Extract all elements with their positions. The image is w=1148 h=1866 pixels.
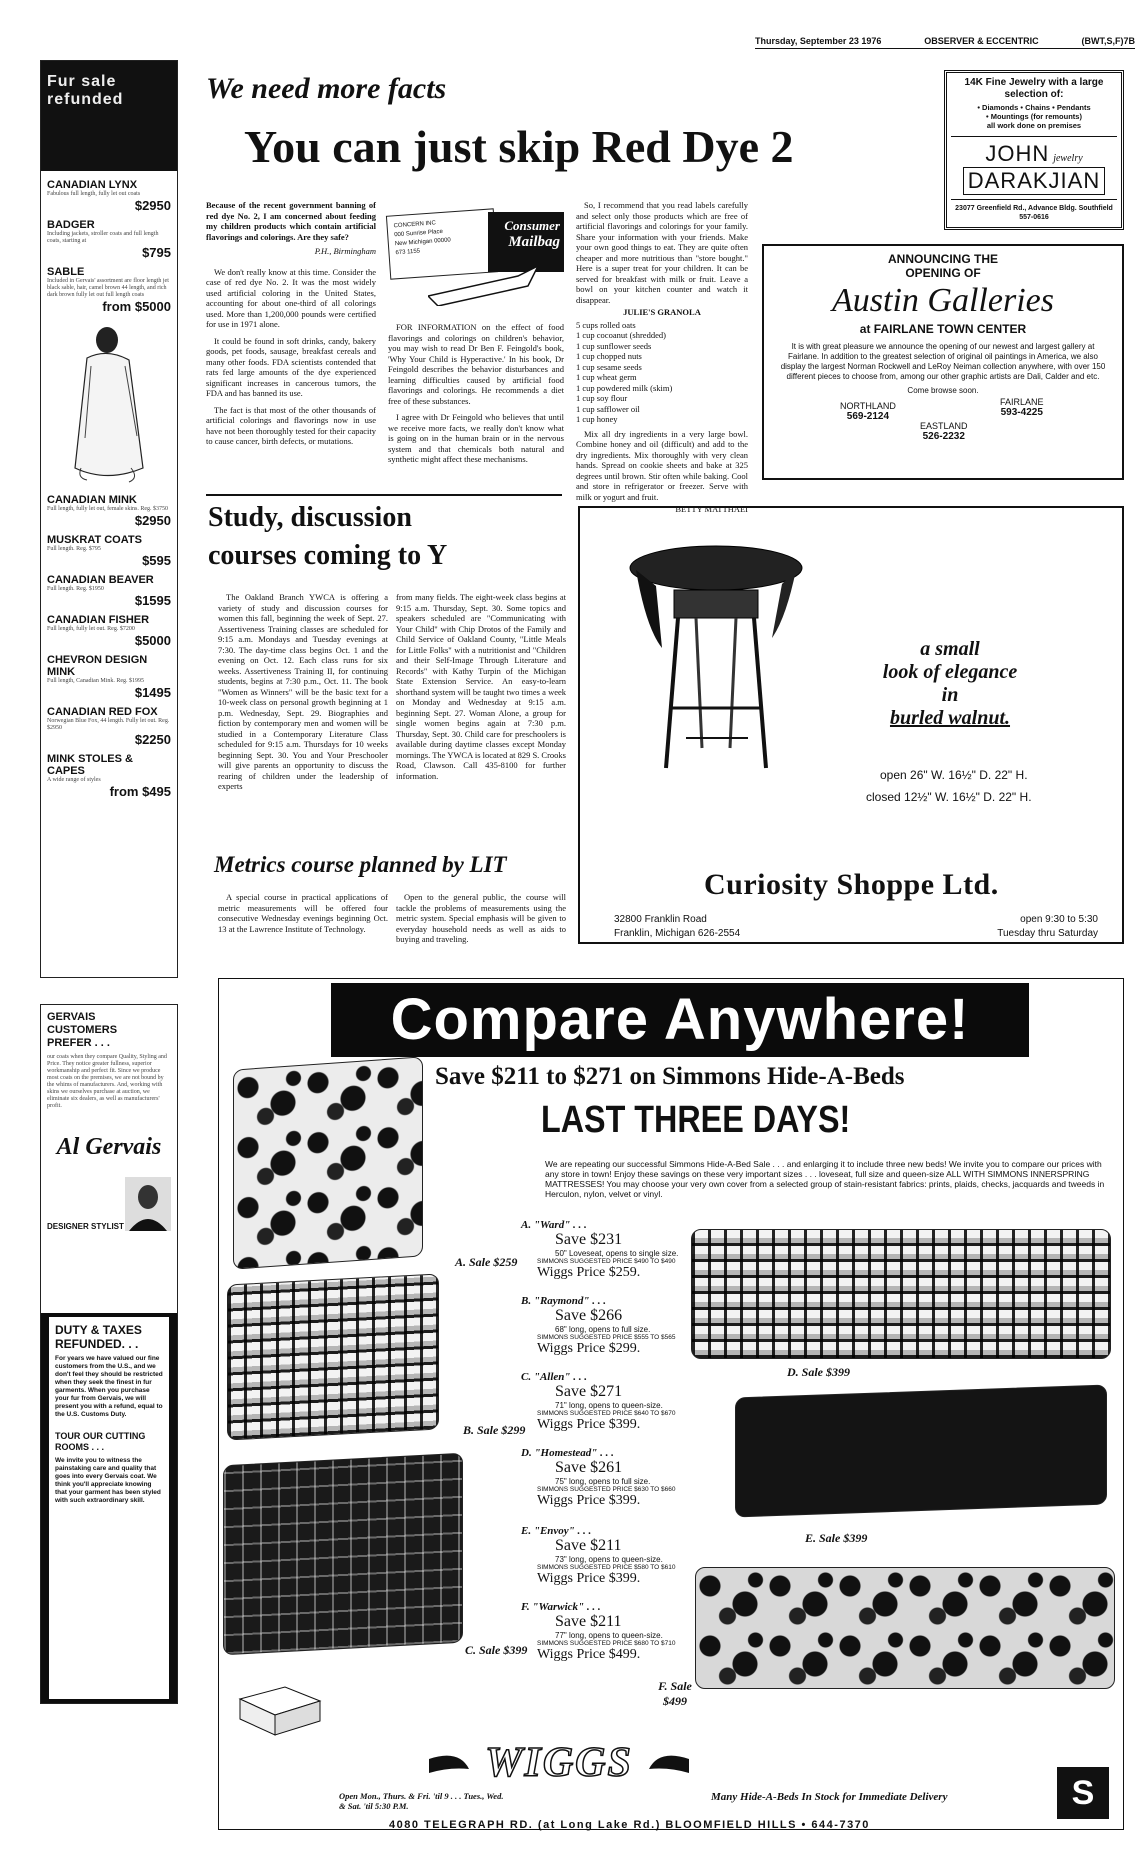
recipe-item: 1 cup powdered milk (skim) <box>576 382 673 393</box>
sofa-d-illustration <box>691 1229 1111 1359</box>
compare-intro: We are repeating our successful Simmons Hide-A-Bed Sale . . . and enlarging it to include three new beds! We invite you to compare our prices with any store in town! Enjoy these savings on these very important sizes . . . loveseat, full size and queen-size ALL WITH SIMMONS INNERSPRING MATTRESSES! You may choose your very own cover from a selected group of stain-resistant fabrics: prints, plaids, checks, jacquards and tweeds in Herculon, nylon, velvet or vinyl. <box>545 1159 1105 1199</box>
card-line: 673 1155 <box>395 248 421 257</box>
model-a: A. "Ward" . . . Save $231 50" Loveseat, opens to single size. SIMMONS SUGGESTED PRICE $490 TO $490 Wiggs Price $259. <box>521 1219 679 1280</box>
curiosity-closed-dims: closed 12½" W. 16½" D. 22" H. <box>866 790 1032 804</box>
article2-headline-1: Study, discussion <box>208 502 412 533</box>
jewelry-line1: 14K Fine Jewelry with a large selection of: <box>964 77 1104 100</box>
compare-address: 4080 TELEGRAPH RD. (at Long Lake Rd.) BLOOMFIELD HILLS • 644-7370 <box>389 1819 870 1831</box>
fur-model-illustration <box>47 318 171 488</box>
austin-location: at FAIRLANE TOWN CENTER <box>859 322 1027 336</box>
model-f: F. "Warwick" . . . Save $211 77" long, opens to queen-size. SIMMONS SUGGESTED PRICE $680 TO $710 Wiggs Price $499. <box>521 1601 676 1662</box>
article1-headline: You can just skip Red Dye 2 <box>244 121 794 172</box>
gervais-text: our coats when they compare Quality, Styling and Price. They notice greater fullness, superior workmanship and perfect fit. Since we produce most coats on the premises, we are not bound by the whims of manufacturers. And, working with skins we ourselves purchase at auction, we eliminate six dealers, as well as manufacturers' profit. <box>47 1054 167 1109</box>
card-line: CONCERN INC <box>393 220 437 230</box>
recipe-item: 1 cup cocoanut (shredded) <box>576 330 666 340</box>
article1-para6: So, I recommend that you read labels carefully and select only those products which are free of artificial flavorings and colorings for your family. Share your information with your friends. Make your own good things to eat. They are quite often cheaper and more nutritious than "store bought." Here is a super treat for your children. It can be served for breakfast with milk or fruit. Leave a bowl on your kitchen counter and watch it disappear. <box>576 200 748 305</box>
branch-eastland: EASTLAND 526-2232 <box>920 421 968 442</box>
header-paper: OBSERVER & ECCENTRIC <box>924 36 1039 46</box>
duty-text: For years we have valued our fine customers from the U.S., and we don't feel they should be restricted when they seek the finest in fur garments. When you purchase your fur from Gervais, we will present you with a refund, equal to the U.S. Customs Duty. <box>55 1355 163 1418</box>
recipe-title: JULIE'S GRANOLA <box>623 307 701 317</box>
curiosity-addr2: Franklin, Michigan 626-2554 <box>614 928 741 939</box>
model-b: B. "Raymond" . . . Save $266 68" long, opens to full size. SIMMONS SUGGESTED PRICE $555 TO $565 Wiggs Price $299. <box>521 1295 676 1356</box>
fur-ad <box>40 60 178 978</box>
article1-para3: The fact is that most of the other thousands of artificial colorings and flavorings now in use have not been thoroughly tested for their capacity to cause cancer, birth defects, or mutations. <box>206 404 376 446</box>
fur-item: CANADIAN LYNX Fabulous full length, fully let out coats $2950 <box>47 179 171 213</box>
curiosity-name: Curiosity Shoppe Ltd. <box>704 868 999 901</box>
gervais-title: DESIGNER STYLIST <box>47 1222 124 1231</box>
model-e: E. "Envoy" . . . Save $211 73" long, opens to queen-size. SIMMONS SUGGESTED PRICE $580 TO $610 Wiggs Price $399. <box>521 1525 676 1586</box>
gervais-portrait <box>125 1177 171 1231</box>
header-date: Thursday, September 23 1976 <box>755 36 882 46</box>
tour-heading: TOUR OUR CUTTING ROOMS . . . <box>55 1431 146 1452</box>
gervais-portrait-row <box>47 1177 171 1231</box>
article1-col1 <box>206 200 376 447</box>
article1-para7: Mix all dry ingredients in a very large bowl. Combine honey and oil (difficult) and add to the dry ingredients. Mix thoroughly with very clean hands. Spread on cookie sheets and bake at 325 degrees until brown. Stir often while baking. Cool and store in refrigerator or freezer. Serve with milk or yogurt and fruit. <box>576 428 748 502</box>
compare-last-days: LAST THREE DAYS! <box>541 1099 851 1141</box>
curiosity-tagline: a small look of elegance in burled walnut. <box>882 638 1018 729</box>
recipe-list <box>576 320 748 425</box>
fur-item: MINK STOLES & CAPES A wide range of styles from $495 <box>47 753 171 799</box>
jewelry-line2: • Diamonds • Chains • Pendants <box>977 103 1091 112</box>
sale-tag-a: A. Sale $259 <box>455 1255 518 1269</box>
austin-line1: ANNOUNCING THE <box>888 252 998 266</box>
sofa-b-illustration <box>227 1273 439 1440</box>
wiggs-logo: WIGGS <box>485 1740 633 1786</box>
sale-tag-e: E. Sale $399 <box>805 1531 868 1545</box>
article1-para4: FOR INFORMATION on the effect of food flavorings and colorings on children's behavior, you may wish to read Dr Ben F. Feingold's book, 'Why Your Child is Hyperactive.' In his book, Dr Feingold describes the behavior disturbances and learning difficulties caused by artificial food flavorings and colorings. He recommends a diet free of these substances. <box>388 322 564 406</box>
article1-kicker: We need more facts <box>206 72 447 105</box>
fur-item: BADGER Including jackets, stroller coats and full length coats, starting at $795 <box>47 219 171 260</box>
recipe-item: 5 cups rolled oats <box>576 319 636 330</box>
article1-para2: It could be found in soft drinks, candy, bakery goods, pet foods, sausage, breakfast cereals and many other foods. FDA scientists contended that rats fed large amounts of the dye experienced significant increases in cancerous tumors, the FDA and has banned its use. <box>206 335 376 398</box>
mailbag-badge: Consumer Mailbag <box>488 212 564 272</box>
article1-para5: I agree with Dr Feingold who believes that until we receive more facts, we really don't know what is going on in the human brain or in the nervous system and that chemicals both natural and synthetic might affect these mechanisms. <box>388 412 564 464</box>
model-d: D. "Homestead" . . . Save $261 75" long, opens to full size. SIMMONS SUGGESTED PRICE $630 TO $660 Wiggs Price $399. <box>521 1447 676 1508</box>
sale-tag-d: D. Sale $399 <box>787 1365 850 1379</box>
austin-browse: Come browse soon. <box>907 386 979 395</box>
simmons-logo: S <box>1057 1767 1109 1819</box>
card-line: 000 Sunrise Place <box>394 228 444 239</box>
fur-ad-items <box>41 171 177 801</box>
branch-fairlane: FAIRLANE 593-4225 <box>1000 397 1044 418</box>
gervais-heading: GERVAIS CUSTOMERS PREFER . . . <box>47 1011 118 1049</box>
jewelry-ad <box>944 70 1124 230</box>
tour-text: We invite you to witness the painstaking care and quality that goes into every Gervais coat. We think you'll appreciate knowing that your garment has been styled with such extraordinary skill. <box>55 1457 161 1504</box>
austin-name: Austin Galleries <box>832 282 1054 319</box>
recipe-item: 1 cup chopped nuts <box>576 351 642 361</box>
recipe-item: 1 cup sesame seeds <box>576 361 642 372</box>
sale-tag-c: C. Sale $399 <box>465 1643 528 1657</box>
fur-item: CANADIAN FISHER Full length, fully let out. Reg. $7200 $5000 <box>47 614 171 648</box>
jewelry-logo: JOHN jewelry DARAKJIAN <box>951 136 1117 200</box>
consumer-mailbag-logo <box>388 204 564 308</box>
sofa-f-illustration <box>695 1567 1115 1689</box>
austin-body: It is with great pleasure we announce the opening of our newest and largest gallery at Fairlane. In addition to the greatest selection of original oil paintings in America, we also display the largest Norman Rockwell and LeRoy Neiman collection anywhere, with over 150 different pieces to choose from, among our other graphic artists are Dali, Calder and etc. <box>780 342 1106 381</box>
article2-col1: The Oakland Branch YWCA is offering a variety of study and discussion courses for women this fall, beginning the week of Sept. 27. Assertiveness Training classes are scheduled for 9:15 a.m. Mondays and Tuesday evenings at 7:30. The day-time class begins Oct. 1 and the evening on Oct. 12. Each class runs for six weeks. Assertiveness Training II, for continuing students, begins at 7:30 p.m., Oct. 11. The book "Women as Winners" will be the basic text for a 10-week class on personal growth beginning at 1 p.m. Wednesday, Sept. 29. Biographies and fiction by contemporary men and women will be studied in a Contemporary Literature Class scheduled for 9:15 a.m. Thursdays for 10 weeks beginning Sept. 30. You and Your Preschooler will give parents an opportunity to discuss the rearing of children under the leadership of experts <box>218 592 388 791</box>
recipe-item: 1 cup safflower oil <box>576 403 640 414</box>
recipe-item: 1 cup soy flour <box>576 393 628 403</box>
duty-heading: DUTY & TAXES REFUNDED. . . <box>55 1323 142 1351</box>
article2-col2: from many fields. The eight-week class begins at 9:15 a.m. Thursday, Sept. 30. Some topics and speakers scheduled are "Communicating with Your Child" with Chip Drotos of the Family and Child Service of Oakland County, "Little Meals for Little Folks" with a nutritionist and "Children and their Self-Image Through Literature and Records" with Kathy Turpin of the Michigan State Extension Service. An easy-to-learn shorthand system will be taught two times a week on Monday and Wednesday at 9:15 a.m. beginning Sept. 27. Woman Alone, a group for single women begins again at 7:30 p.m. Thursday, Sept. 30. Child care for preschoolers is available during daytime classes except Monday mornings. The YWCA is located at 829 S. Crooks Road, Clawson. Call 435-8100 for further information. <box>396 592 566 781</box>
fur-ad-header: Fur sale refunded <box>41 61 177 171</box>
compare-stock: Many Hide-A-Beds In Stock for Immediate Delivery <box>711 1791 948 1803</box>
article3-headline: Metrics course planned by LIT <box>214 852 507 877</box>
recipe-item: 1 cup honey <box>576 414 618 424</box>
fur-item: CHEVRON DESIGN MINK Full length, Canadian Mink. Reg. $1995 $1495 <box>47 654 171 700</box>
jewelry-line4: all work done on premises <box>986 121 1082 130</box>
sofa-a-illustration <box>233 1056 423 1269</box>
sofa-c-illustration <box>223 1453 463 1656</box>
article1-col2 <box>388 322 564 465</box>
header-page: (BWT,S,F)7B <box>1081 36 1135 46</box>
article2-headline-2: courses coming to Y <box>208 540 448 571</box>
gervais-dark-panel <box>41 1313 177 1703</box>
fur-item: CANADIAN RED FOX Norwegian Blue Fox, 44 length. Fully let out. Reg. $2950 $2250 <box>47 706 171 747</box>
branch-northland: NORTHLAND 569-2124 <box>840 401 896 422</box>
austin-branches <box>778 399 1108 455</box>
article3-col1: A special course in practical applications of metric measurements will be offered four consecutive Wednesday evenings beginning Oct. 13 at the Lawrence Institute of Technology. <box>218 892 388 934</box>
fur-item: CANADIAN BEAVER Full length. Reg. $1950 $1595 <box>47 574 171 608</box>
curiosity-hours1: open 9:30 to 5:30 <box>1020 914 1098 925</box>
austin-line2: OPENING OF <box>905 266 981 280</box>
curiosity-open-dims: open 26" W. 16½" D. 22" H. <box>880 768 1028 782</box>
fur-item: MUSKRAT COATS Full length. Reg. $795 $595 <box>47 534 171 568</box>
austin-galleries-ad <box>762 244 1124 480</box>
sale-tag-f: F. Sale $499 <box>658 1679 692 1708</box>
recipe-item: 1 cup sunflower seeds <box>576 340 652 351</box>
gervais-signature: Al Gervais <box>56 1134 162 1160</box>
article1-byline: BETTY MATTHAEI <box>675 504 748 514</box>
sale-tag-b: B. Sale $299 <box>463 1423 526 1437</box>
article1-signed: P.H., Birmingham <box>314 246 376 256</box>
curiosity-shoppe-ad <box>578 506 1124 944</box>
article1-para1: We don't really know at this time. Consider the case of red dye No. 2. It was the most widely used artificial coloring in the United States, accounting for about one-third of all colorings used. More than 1,200,000 pounds were certified for use in 1971 alone. <box>206 266 376 329</box>
jewelry-line3: • Mountings (for remounts) <box>986 112 1082 121</box>
article1-rule <box>206 494 562 496</box>
recipe-item: 1 cup wheat germ <box>576 372 637 382</box>
compare-banner: Compare Anywhere! <box>331 983 1029 1057</box>
jewelry-address: 23077 Greenfield Rd., Advance Bldg. Southfield 557-0616 <box>955 205 1113 221</box>
hide-a-bed-open-illustration <box>235 1679 325 1739</box>
compare-hours: Open Mon., Thurs. & Fri. 'til 9 . . . Tues., Wed. & Sat. 'til 5:30 P.M. <box>339 1791 504 1811</box>
compare-save-line: Save $211 to $271 on Simmons Hide-A-Beds <box>435 1063 905 1090</box>
article1-col3 <box>576 200 748 515</box>
gervais-ad <box>40 1004 178 1704</box>
model-c: C. "Allen" . . . Save $271 71" long, opens to queen-size. SIMMONS SUGGESTED PRICE $640 TO $670 Wiggs Price $399. <box>521 1371 676 1432</box>
wiggs-wings-icon <box>429 1749 689 1789</box>
curiosity-addr1: 32800 Franklin Road <box>614 914 707 925</box>
burled-walnut-table-illustration <box>616 538 816 788</box>
header-rule <box>755 48 1135 49</box>
article1-letter: Because of the recent government banning of red dye No. 2, I am concerned about feeding my children products which contain artificial flavorings and colorings. Are they safe? <box>206 200 376 242</box>
curiosity-hours2: Tuesday thru Saturday <box>997 928 1098 939</box>
fur-item: SABLE Included in Gervais' assortment are floor length jet black sable, hair, camel brown 44 length, and rich dark brown fully let out full length coats from $5000 <box>47 266 171 314</box>
mailbag-arrow <box>428 266 548 306</box>
article3-col2: Open to the general public, the course will tackle the problems of measurements using the metric system. Special emphasis will be given to everyday household needs as well as aids to buying and traveling. <box>396 892 566 944</box>
card-line: New Michigan 00000 <box>394 237 452 248</box>
fur-item: CANADIAN MINK Full length, fully let out, female skins. Reg. $3750 $2950 <box>47 494 171 528</box>
page-header <box>755 36 1135 46</box>
compare-anywhere-ad <box>218 978 1124 1830</box>
sofa-e-illustration <box>735 1385 1107 1518</box>
